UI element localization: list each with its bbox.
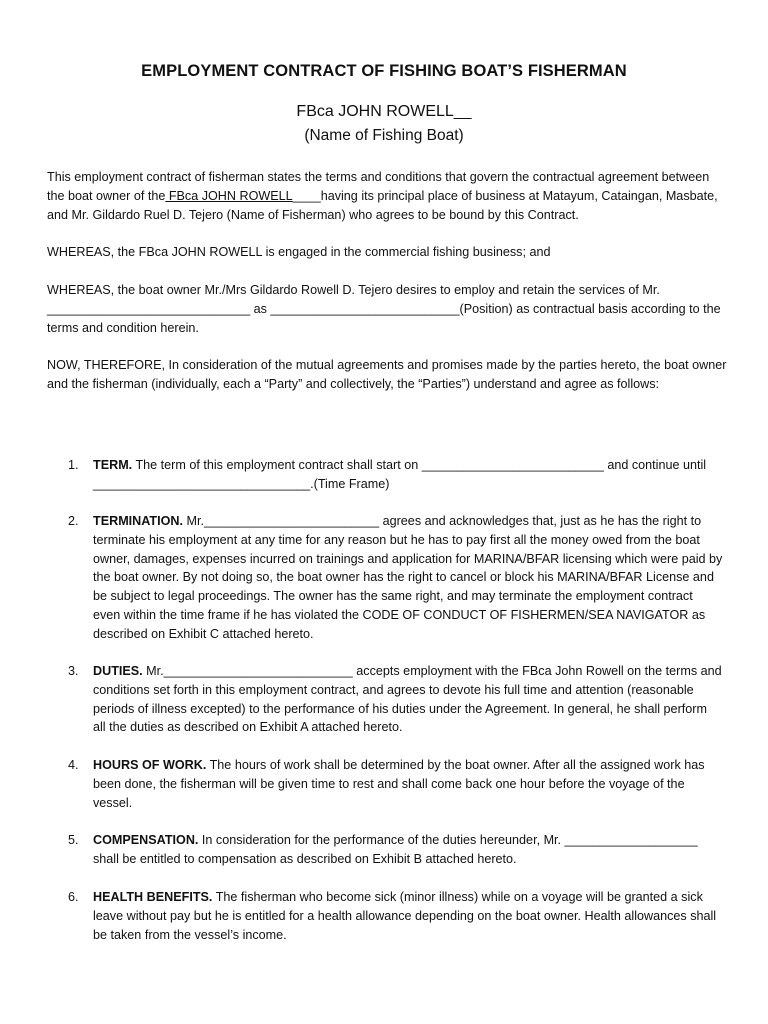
intro-text-a: This employment contract of fisherman states the terms and conditions that govern the contractual agreement between the boat owner of the xyxy=(47,170,710,203)
item-heading: HOURS OF WORK. xyxy=(93,758,207,772)
item-text xyxy=(93,512,723,644)
item-heading: DUTIES. xyxy=(93,664,143,678)
item-body: Mr._________________________ agrees and acknowledges that, just as he has the right to terminate his employment at any time for any reason but he has to pay first all the money owed from the boat owner, damages, expenses incurred on trainings and application for MARINA/BFAR licensing which were paid by the boat owner. By not doing so, the boat owner has the right to cancel or block his MARINA/BFAR License and be subject to legal proceedings. The owner has the same right, and may terminate the employment contract even within the time frame if he has violated the CODE OF CONDUCT OF FISHERMEN/SEA NAVIGATOR as described on Exhibit C attached hereto. xyxy=(93,514,723,641)
document-title: EMPLOYMENT CONTRACT OF FISHING BOAT’S FISHERMAN xyxy=(141,62,627,80)
item-number: 4. xyxy=(68,758,79,772)
intro-paragraph xyxy=(47,168,727,224)
item-body: The term of this employment contract shall start on __________________________ and continue until _______________________________.(Time Frame) xyxy=(93,458,707,491)
item-heading: COMPENSATION. xyxy=(93,833,199,847)
now-therefore-paragraph: NOW, THEREFORE, In consideration of the mutual agreements and promises made by the parties hereto, the boat owner and the fisherman (individually, each a “Party” and collectively, the “Parties”) understand and agree as follows: xyxy=(47,358,727,391)
item-number: 2. xyxy=(68,514,79,528)
item-body: The hours of work shall be determined by the boat owner. After all the assigned work has been done, the fisherman will be given time to rest and shall come back one hour before the voyage of the vessel. xyxy=(93,758,705,810)
item-number: 5. xyxy=(68,833,79,847)
boat-name-caption: (Name of Fishing Boat) xyxy=(304,127,464,144)
whereas-paragraph-2: WHEREAS, the boat owner Mr./Mrs Gildardo Rowell D. Tejero desires to employ and retain the services of Mr. _____________________________ as ___________________________(Position) as contractual basis according to the terms and condition herein. xyxy=(47,283,721,335)
item-heading: TERMINATION. xyxy=(93,514,184,528)
item-number: 1. xyxy=(68,458,79,472)
item-text xyxy=(93,456,723,494)
item-heading: TERM. xyxy=(93,458,133,472)
item-text xyxy=(93,888,723,944)
intro-boat-name: FBca JOHN ROWELL xyxy=(165,188,293,203)
item-body: Mr.___________________________ accepts employment with the FBca John Rowell on the terms and conditions set forth in this employment contract, and agrees to devote his full time and attention (reasonable periods of illness excepted) to the performance of his duties under the Agreement. In general, he shall perform all the duties as described on Exhibit A attached hereto. xyxy=(93,664,722,735)
item-heading: HEALTH BENEFITS. xyxy=(93,890,213,904)
item-text xyxy=(93,831,723,869)
item-number: 6. xyxy=(68,890,79,904)
item-text xyxy=(93,756,723,812)
item-number: 3. xyxy=(68,664,79,678)
item-text xyxy=(93,662,723,737)
intro-text-b: ____having its principal place of business at Matayum, Cataingan, Masbate, and Mr. Gildardo Ruel D. Tejero (Name of Fisherman) who agrees to be bound by this Contract. xyxy=(47,188,718,222)
item-body: In consideration for the performance of the duties hereunder, Mr. ___________________ shall be entitled to compensation as described on Exhibit B attached hereto. xyxy=(93,833,698,866)
whereas-paragraph-1: WHEREAS, the FBca JOHN ROWELL is engaged in the commercial fishing business; and xyxy=(47,245,551,259)
boat-name: FBca JOHN ROWELL__ xyxy=(296,103,472,120)
item-body: The fisherman who become sick (minor illness) while on a voyage will be granted a sick leave without pay but he is entitled for a health allowance depending on the boat owner. Health allowances shall be taken from the vessel’s income. xyxy=(93,890,717,942)
